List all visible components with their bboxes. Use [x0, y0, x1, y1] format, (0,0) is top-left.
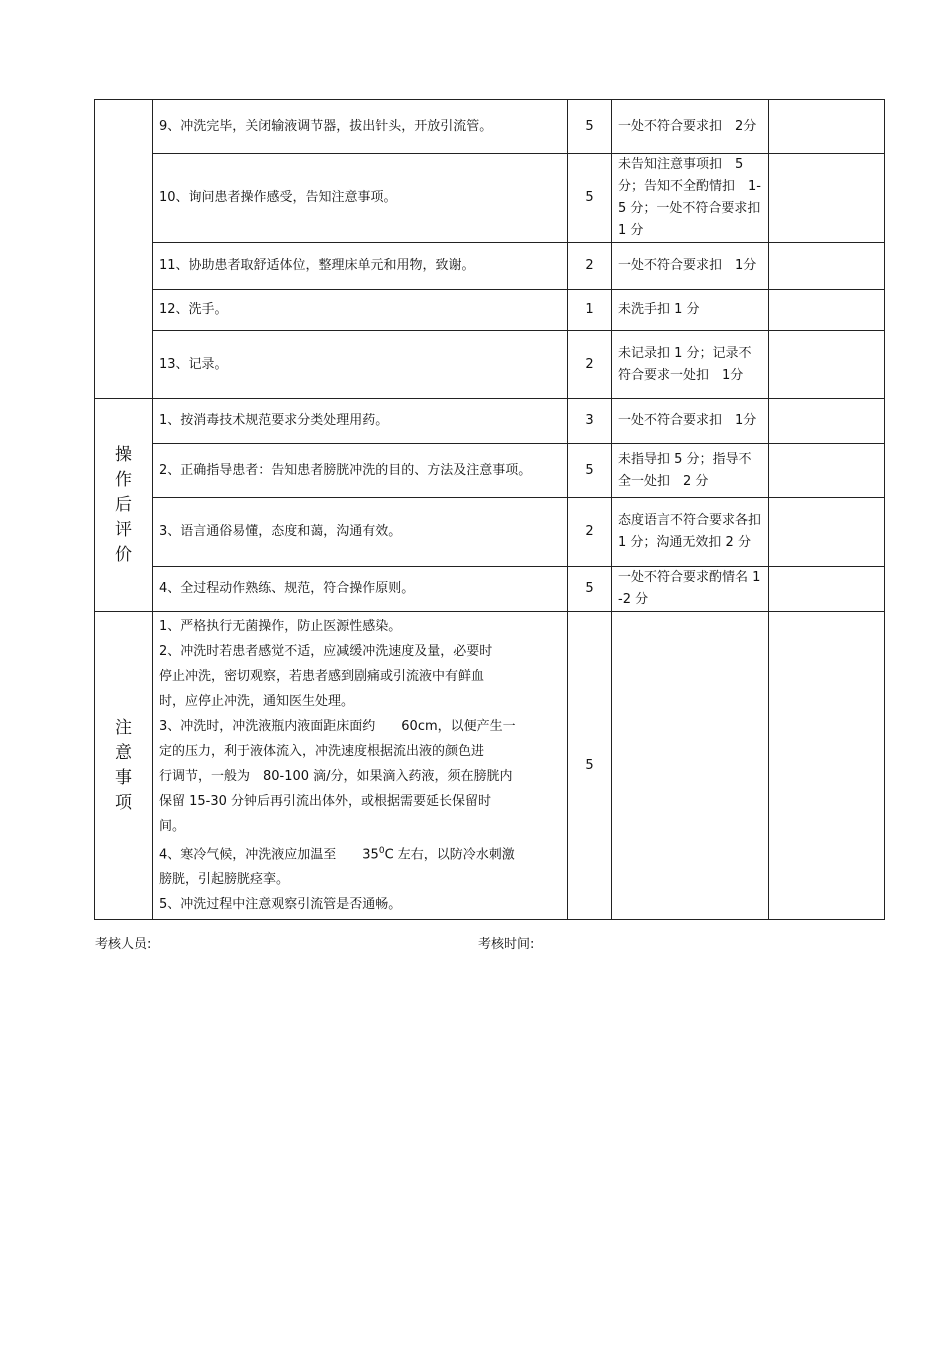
notes-text [153, 612, 568, 920]
item-text: 4、全过程动作熟练、规范，符合操作原则。 [153, 567, 568, 612]
table-row [95, 331, 885, 399]
note-line: 停止冲洗，密切观察，若患者感到剧痛或引流液中有鲜血 [159, 669, 485, 684]
score-cell: 5 [568, 612, 612, 920]
actual-score-cell [769, 331, 885, 399]
actual-score-cell [769, 399, 885, 444]
deduction-cell: 未指导扣 5 分；指导不全一处扣 2 分 [612, 444, 769, 498]
table-row [95, 100, 885, 154]
score-cell: 2 [568, 243, 612, 290]
item-text: 13、记录。 [153, 331, 568, 399]
score-cell: 5 [568, 154, 612, 243]
item-text: 9、冲洗完毕，关闭输液调节器，拔出针头，开放引流管。 [153, 100, 568, 154]
note-fragment: 4、寒冷气候，冲洗液应加温至 35 [159, 847, 379, 863]
section-cell-continued [95, 100, 153, 399]
note-line: 3、冲洗时，冲洗液瓶内液面距床面约 60cm，以便产生一 [159, 719, 516, 734]
item-text: 2、正确指导患者：告知患者膀胱冲洗的目的、方法及注意事项。 [153, 444, 568, 498]
assessment-table [94, 99, 885, 920]
exam-time-label: 考核时间: [478, 937, 535, 952]
note-line: 1、严格执行无菌操作，防止医源性感染。 [159, 619, 402, 634]
score-cell: 1 [568, 290, 612, 331]
note-line: 2、冲洗时若患者感觉不适，应减缓冲洗速度及量，必要时 [159, 644, 493, 659]
table-row [95, 444, 885, 498]
note-line: 膀胱，引起膀胱痉挛。 [159, 872, 290, 888]
table-row [95, 243, 885, 290]
table-row [95, 399, 885, 444]
section-label: 操作后评价 [115, 444, 132, 565]
note-line: 间。 [159, 819, 186, 834]
note-line: 时，应停止冲洗，通知医生处理。 [159, 694, 355, 709]
note-fragment: C 左右，以防冷水刺激 [384, 847, 515, 863]
degree-superscript: 0 [378, 846, 385, 856]
actual-score-cell [769, 154, 885, 243]
deduction-cell: 一处不符合要求扣 2分 [612, 100, 769, 154]
item-text: 12、洗手。 [153, 290, 568, 331]
section-post-evaluation [95, 399, 153, 612]
score-cell: 5 [568, 444, 612, 498]
deduction-cell: 未洗手扣 1 分 [612, 290, 769, 331]
deduction-cell [612, 612, 769, 920]
examiner-label: 考核人员: [95, 937, 152, 952]
section-notes [95, 612, 153, 920]
score-cell: 2 [568, 498, 612, 567]
note-line: 5、冲洗过程中注意观察引流管是否通畅。 [159, 897, 402, 913]
table-row [95, 612, 885, 920]
actual-score-cell [769, 100, 885, 154]
deduction-cell: 未记录扣 1 分；记录不符合要求一处扣 1分 [612, 331, 769, 399]
deduction-cell: 一处不符合要求扣 1分 [612, 399, 769, 444]
deduction-cell: 未告知注意事项扣 5分；告知不全酌情扣 1-5 分；一处不符合要求扣 1 分 [612, 154, 769, 243]
score-cell: 5 [568, 567, 612, 612]
table-row [95, 154, 885, 243]
note-line: 保留 15-30 分钟后再引流出体外，或根据需要延长保留时 [159, 794, 492, 809]
score-cell: 5 [568, 100, 612, 154]
table-row [95, 290, 885, 331]
score-cell: 3 [568, 399, 612, 444]
item-text: 10、询问患者操作感受，告知注意事项。 [153, 154, 568, 243]
note-line: 定的压力，利于液体流入，冲洗速度根据流出液的颜色进 [159, 744, 485, 759]
note-line [159, 839, 561, 867]
actual-score-cell [769, 290, 885, 331]
deduction-cell: 一处不符合要求扣 1分 [612, 243, 769, 290]
table-row [95, 498, 885, 567]
deduction-cell: 一处不符合要求酌情名 1-2 分 [612, 567, 769, 612]
section-label: 注意事项 [115, 717, 132, 813]
actual-score-cell [769, 444, 885, 498]
actual-score-cell [769, 567, 885, 612]
item-text: 3、语言通俗易懂，态度和蔼，沟通有效。 [153, 498, 568, 567]
note-line: 行调节，一般为 80-100 滴/分，如果滴入药液，须在膀胱内 [159, 769, 513, 784]
table-row [95, 567, 885, 612]
item-text: 11、协助患者取舒适体位，整理床单元和用物，致谢。 [153, 243, 568, 290]
actual-score-cell [769, 498, 885, 567]
item-text: 1、按消毒技术规范要求分类处理用药。 [153, 399, 568, 444]
score-cell: 2 [568, 331, 612, 399]
deduction-cell: 态度语言不符合要求各扣 1 分；沟通无效扣 2 分 [612, 498, 769, 567]
actual-score-cell [769, 612, 885, 920]
actual-score-cell [769, 243, 885, 290]
